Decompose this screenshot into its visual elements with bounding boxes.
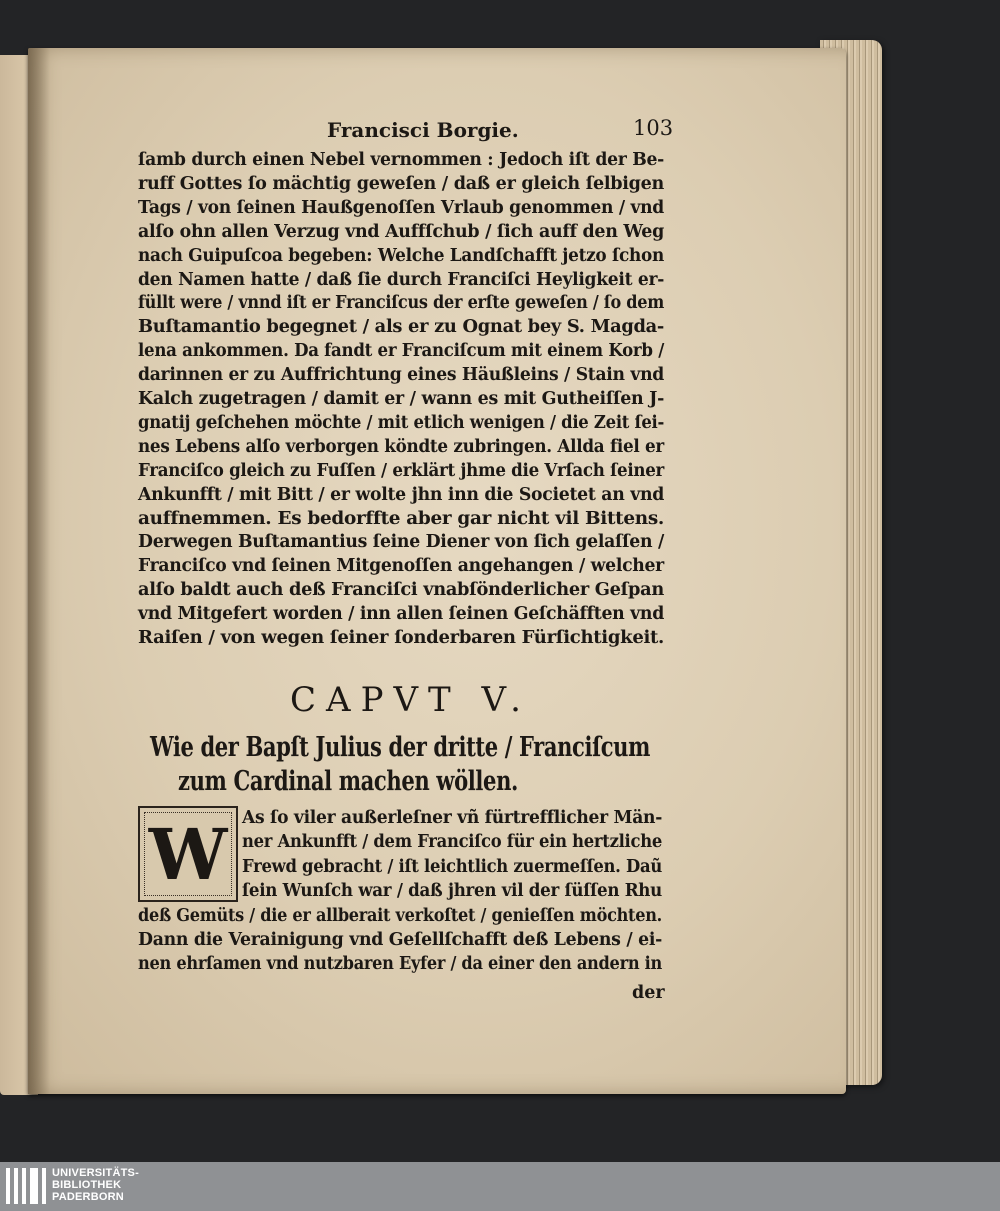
library-logo-icon xyxy=(6,1168,46,1204)
body-text-line: auffnemmen. Es bedorffte aber gar nicht vil Bittens. xyxy=(138,508,665,529)
chapter-title-line: zum Cardinal machen wöllen. xyxy=(178,766,518,797)
body-text-line: Franciſco vnd ſeinen Mitgenoſſen angehangen / welcher xyxy=(138,556,664,577)
chapter-heading: CAPVT V. xyxy=(290,680,531,720)
body-text-line: nach Guipuſcoa begeben: Welche Landſchafft jetzo ſchon xyxy=(138,245,664,266)
chapter-body-line: As ſo viler außerleſner vñ fürtrefflicher Män- xyxy=(242,808,663,828)
library-name-line-3: PADERBORN xyxy=(52,1191,124,1203)
body-text-line: Tags / von ſeinen Haußgenoſſen Vrlaub genommen / vnd xyxy=(138,197,664,218)
body-text-line: vnd Mitgefert worden / inn allen ſeinen Geſchäfften vnd xyxy=(138,604,665,625)
library-name-line-1: UNIVERSITÄTS- xyxy=(52,1167,139,1179)
gutter-shadow xyxy=(28,48,50,1094)
page-number: 103 xyxy=(633,116,674,140)
body-text-line: ruff Gottes ſo mächtig geweſen / daß er gleich ſelbigen xyxy=(138,173,664,194)
body-text-line: Kalch zugetragen / damit er / wann es mit Gutheiſſen J- xyxy=(138,389,664,409)
body-text-line: nes Lebens alſo verborgen köndte zubringen. Allda fiel er xyxy=(138,436,665,457)
body-text-line: darinnen er zu Auffrichtung eines Häußleins / Stain vnd xyxy=(138,365,665,386)
chapter-body-line: Dann die Verainigung vnd Geſellſchafft deß Lebens / ei- xyxy=(138,930,662,950)
catchword: der xyxy=(632,983,665,1003)
library-name-line-2: BIBLIOTHEK xyxy=(52,1179,122,1191)
body-text-line: Buſtamantio begegnet / als er zu Ognat bey S. Magda- xyxy=(138,317,665,338)
body-text-line: den Namen hatte / daß ſie durch Franciſci Heyligkeit er- xyxy=(138,269,665,290)
decorated-initial: W xyxy=(138,806,238,902)
body-text-line: Derwegen Buſtamantius ſeine Diener von ſich gelaſſen / xyxy=(138,532,665,553)
body-text-line: lena ankommen. Da fandt er Franciſcum mit einem Korb / xyxy=(138,341,665,362)
body-text-line: alſo baldt auch deß Franciſci vnabſönderlicher Geſpan xyxy=(138,580,664,601)
body-text-line: ſamb durch einen Nebel vernommen : Jedoch iſt der Be- xyxy=(138,150,664,170)
library-footer xyxy=(0,1162,1000,1211)
body-text-line: gnatij geſchehen möchte / mit etlich wenigen / die Zeit ſei- xyxy=(138,412,665,433)
body-text-line: alſo ohn allen Verzug vnd Auffſchub / ſich auff den Weg xyxy=(138,221,664,242)
running-head: Francisci Borgie. xyxy=(327,118,519,142)
body-text-line: Raiſen / von wegen ſeiner ſonderbaren Fürſichtigkeit. xyxy=(138,628,665,648)
chapter-body-line: Frewd gebracht / iſt leichtlich zuermeſſen. Daũ xyxy=(242,856,662,877)
body-text-line: Ankunfft / mit Bitt / er wolte jhn inn die Societet an vnd xyxy=(138,484,665,505)
chapter-title-line: Wie der Bapſt Julius der dritte / Franciſcum xyxy=(150,732,651,763)
chapter-body-line: nen ehrſamen vnd nutzbaren Eyfer / da einer den andern in xyxy=(138,954,663,975)
chapter-body-line: ſein Wunſch war / daß jhren vil der ſüſſen Rhu xyxy=(242,881,662,902)
body-text-line: füllt were / vnnd iſt er Franciſcus der erſte geweſen / ſo dem xyxy=(138,293,665,314)
chapter-body-line: deß Gemüts / die er allberait verkoſtet / genieſſen möchten. xyxy=(138,905,662,926)
body-text-line: Franciſco gleich zu Fuſſen / erklärt jhme die Vrſach ſeiner xyxy=(138,460,665,481)
chapter-body-line: ner Ankunfft / dem Franciſco für ein hertzliche xyxy=(242,832,662,853)
